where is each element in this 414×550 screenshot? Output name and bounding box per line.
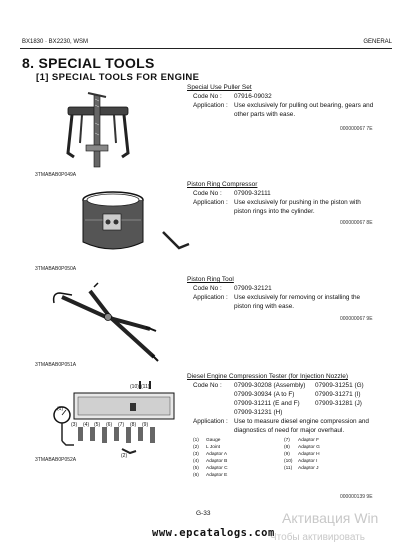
- header-rule: [20, 48, 392, 49]
- compression-tester-illustration: [40, 381, 190, 461]
- application-label: Application :: [193, 102, 228, 109]
- application-line: piston ring with ease.: [234, 303, 295, 310]
- code-value: 07909-32121: [234, 285, 272, 292]
- tool-name-puller: Special Use Puller Set: [187, 84, 252, 91]
- part-row: (8) Adaptor G: [284, 445, 320, 450]
- reference-code: 000000067 8E: [340, 220, 373, 226]
- code-value: 07909-32111: [234, 190, 271, 197]
- code-value: 07909-31251 (G): [315, 382, 364, 389]
- application-line: Use exclusively for removing or installing the: [234, 294, 361, 301]
- application-label: Application :: [193, 418, 228, 425]
- code-value: 07909-31271 (I): [315, 391, 361, 398]
- code-value: 07916-09032: [234, 93, 272, 100]
- part-row: (3) Adaptor A: [193, 452, 228, 457]
- website-watermark: www.epcatalogs.com: [152, 527, 275, 539]
- callout: (2): [121, 453, 128, 459]
- callout: (1): [57, 406, 64, 412]
- application-label: Application :: [193, 199, 228, 206]
- callout: (9): [142, 422, 149, 428]
- callout: (6): [106, 422, 113, 428]
- image-id: 3TMABAB0P050A: [35, 266, 77, 272]
- section-subtitle: [1] SPECIAL TOOLS FOR ENGINE: [36, 72, 200, 83]
- part-row: (6) Adaptor E: [193, 473, 228, 478]
- parts-list-right: [284, 437, 320, 472]
- callout: (5): [94, 422, 101, 428]
- application-line: piston rings into the cylinder.: [234, 208, 315, 215]
- application-label: Application :: [193, 294, 228, 301]
- callout: (11): [141, 384, 150, 390]
- callout: (3): [71, 422, 78, 428]
- part-row: (5) Adaptor C: [193, 466, 228, 471]
- callout: (4): [83, 422, 90, 428]
- ring-compressor-illustration: [75, 190, 195, 270]
- part-row: (7) Adaptor F: [284, 438, 320, 443]
- code-label: Code No :: [193, 190, 222, 197]
- code-value: 07909-30208 (Assembly): [234, 382, 306, 389]
- code-value: 07909-31231 (H): [234, 409, 283, 416]
- puller-set-illustration: [58, 93, 138, 183]
- image-id: 3TMABAB0P051A: [35, 362, 77, 368]
- application-line: Use to measure diesel engine compression and: [234, 418, 369, 425]
- application-line: Use exclusively for pulling out bearing, gears and: [234, 102, 374, 109]
- callout: (10): [130, 384, 139, 390]
- activation-watermark: Активация Win: [282, 510, 379, 526]
- part-row: (1) Gauge: [193, 438, 221, 443]
- image-id: 3TMABAB0P052A: [35, 457, 77, 463]
- callout: (7): [118, 422, 125, 428]
- reference-code: 000000067 7E: [340, 126, 373, 132]
- part-row: (11) Adaptor J: [284, 466, 319, 471]
- tool-name-ring-compressor: Piston Ring Compressor: [187, 181, 258, 188]
- part-row: (9) Adaptor H: [284, 452, 320, 457]
- header-section: GENERAL: [363, 39, 392, 45]
- code-value: 07909-31281 (J): [315, 400, 362, 407]
- page-title: 8. SPECIAL TOOLS: [22, 55, 155, 71]
- code-label: Code No :: [193, 93, 222, 100]
- part-row: (2) L Joint: [193, 445, 220, 450]
- page-number: G-33: [196, 510, 211, 517]
- code-label: Code No :: [193, 382, 222, 389]
- callout: (8): [130, 422, 137, 428]
- application-line: diagnostics of need for major overhaul.: [234, 427, 345, 434]
- application-line: Use exclusively for pushing in the piston with: [234, 199, 361, 206]
- code-value: 07909-30934 (A to F): [234, 391, 295, 398]
- activation-watermark-sub: Чтобы активировать: [270, 532, 365, 543]
- reference-code: 000000067 9E: [340, 316, 373, 322]
- code-label: Code No :: [193, 285, 222, 292]
- application-line: other parts with ease.: [234, 111, 296, 118]
- parts-list-left: [193, 437, 228, 479]
- header-model: BX1830 · BX2230, WSM: [22, 39, 89, 45]
- part-row: (4) Adaptor B: [193, 459, 228, 464]
- code-value: 07909-31211 (E and F): [234, 400, 300, 407]
- ring-tool-illustration: [50, 283, 170, 363]
- tool-name-ring-tool: Piston Ring Tool: [187, 276, 234, 283]
- part-row: (10) Adaptor I: [284, 459, 318, 464]
- reference-code: 000000139 9E: [340, 494, 373, 500]
- image-id: 3TMABAB0P049A: [35, 172, 77, 178]
- tool-name-compression-tester: Diesel Engine Compression Tester (for Injection Nozzle): [187, 373, 349, 380]
